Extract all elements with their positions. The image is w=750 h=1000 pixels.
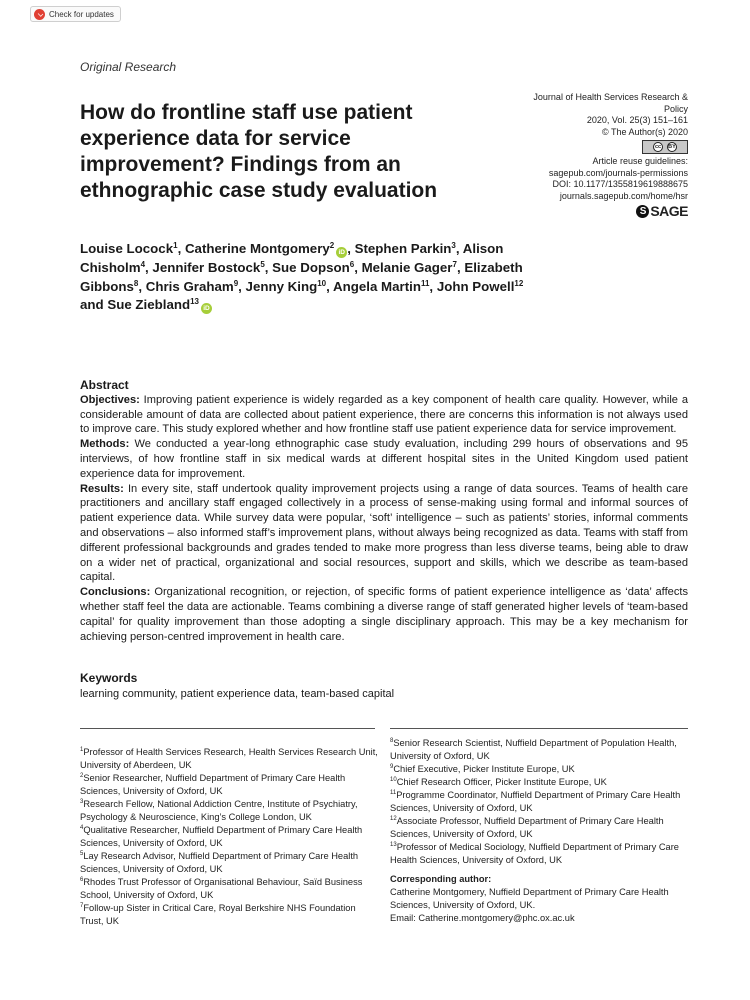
corresponding-author [390,873,690,925]
affiliation-text: Research Fellow, National Addiction Centre, Institute of Psychiatry, Psychology & Neuroscience, King’s College London, UK [80,799,358,822]
author-affiliation-number: 8 [133,278,139,288]
author-separator: , [429,278,437,294]
affiliation-number: 3 [80,799,84,805]
affiliation-text: Chief Executive, Picker Institute Europe, UK [393,764,575,774]
reuse-link[interactable]: sagepub.com/journals-permissions [548,167,688,178]
affiliation-text: Associate Professor, Nuffield Department of Primary Care Health Sciences, University of Oxford, UK [390,816,664,839]
author-affiliation-number: 6 [349,259,355,269]
keywords-text: learning community, patient experience data, team-based capital [80,688,395,700]
author-affiliation-number: 13 [190,297,199,307]
author-affiliation-number: 12 [514,278,524,288]
check-for-updates-badge[interactable] [30,6,121,22]
affiliation-text: Chief Research Officer, Picker Institute Europe, UK [396,777,607,787]
affiliations-right [390,737,690,867]
affiliation-number: 13 [390,842,397,848]
affiliation-item [80,772,380,798]
affiliation-item [390,737,690,763]
affiliation-item [390,776,690,789]
methods-label: Methods: [80,438,130,451]
affiliation-number: 7 [80,903,84,909]
author-name[interactable]: Chris Graham [145,278,234,294]
results-text: In every site, staff undertook quality improvement projects using a range of data sources. Teams of health care practitioners and ancillary staff engaged collectively in a process of sense-making using formal and informal sources of patient experience data. While survey data were popular, ‘soft’ intelligence – such as patients’ stories, informal comments and observations – also informed staff’s improvement plans, without always being recognized as data. Teams with staff from different professional backgrounds and grades tended to make more progress than less diverse teams, being able to draw on a wider net of practical, organizational and social resources, support and skills, which we describe as team-based capital. [80,482,689,584]
abstract-objectives [80,393,688,437]
affiliation-number: 11 [390,790,397,796]
objectives-label: Objectives: [80,393,140,406]
affiliation-text: Rhodes Trust Professor of Organisational Behaviour, Saïd Business School, University of Oxford, UK [80,877,363,900]
author-name[interactable]: Sue Ziebland [107,297,191,313]
affiliation-text: Senior Research Scientist, Nuffield Department of Population Health, University of Oxford, UK [390,738,677,761]
doi[interactable]: DOI: 10.1177/1355819619888675 [552,179,688,189]
affiliation-item [80,746,380,772]
author-name[interactable]: John Powell [436,278,515,294]
affiliation-text: Senior Researcher, Nuffield Department of Primary Care Health Sciences, University of Oxford, UK [80,773,346,796]
check-updates-icon [34,9,45,20]
abstract [80,378,688,644]
author-separator: and [80,297,108,313]
article-title: How do frontline staff use patient experience data for service improvement? Findings from an ethnographic case study evaluation [80,101,438,202]
author-affiliation-number: 11 [420,278,430,288]
affiliation-text: Programme Coordinator, Nuffield Department of Primary Care Health Sciences, University of Oxford, UK [390,790,681,813]
affiliation-item [80,850,380,876]
affiliation-text: Lay Research Advisor, Nuffield Department of Primary Care Health Sciences, University of Oxford, UK [80,851,359,874]
author-name[interactable]: Alison Chisholm [80,241,504,275]
sage-wordmark: SAGE [650,202,688,219]
sage-logo [518,202,688,219]
reuse-label: Article reuse guidelines: [592,156,688,166]
affiliation-item [80,824,380,850]
keywords [80,670,688,702]
corresponding-email[interactable]: Email: Catherine.montgomery@phc.ox.ac.uk [390,913,575,923]
journal-info [518,92,688,218]
author-affiliation-number: 4 [140,259,146,269]
corresponding-heading: Corresponding author: [390,874,492,884]
journal-copyright: © The Author(s) 2020 [601,126,688,137]
journal-home-link[interactable]: journals.sagepub.com/home/hsr [559,190,688,201]
affiliation-number: 10 [390,777,397,783]
cc-license-icon [642,140,688,154]
methods-text: We conducted a year-long ethnographic case study evaluation, including 299 hours of observations and 95 interviews, of how frontline staff in six medical wards at different hospital sites in the United Kingdom used patient experience data for improvement. [80,438,688,480]
author-separator: , [238,278,246,294]
affiliation-item [390,763,690,776]
author-affiliation-number: 3 [451,241,456,250]
affiliation-number: 4 [80,825,84,831]
author-affiliation-number: 10 [317,278,327,288]
author-name[interactable]: Angela Martin [333,278,421,294]
affiliation-number: 9 [390,764,394,770]
affiliation-item [80,876,380,902]
author-separator: , [145,259,153,275]
affiliation-item [390,789,690,815]
author-separator: , [456,259,465,275]
author-affiliation-number: 2 [329,241,335,250]
abstract-methods [80,437,688,481]
affiliation-number: 6 [80,877,84,883]
affiliation-item [80,902,380,928]
results-label: Results: [80,482,124,495]
section-label: Original Research [80,60,177,74]
sage-s-icon: S [636,205,649,218]
author-name[interactable]: Stephen Parkin [354,241,452,256]
orcid-icon[interactable]: iD [201,303,212,314]
author-separator: , [455,241,463,256]
abstract-heading: Abstract [80,378,129,392]
affiliation-number: 5 [80,851,84,857]
author-affiliation-number: 9 [233,278,239,288]
author-separator: , [138,278,146,294]
journal-name: Journal of Health Services Research & Policy [533,92,688,114]
author-name[interactable]: Jennifer Bostock [152,259,261,275]
author-name[interactable]: Sue Dopson [272,259,350,275]
author-separator: , [177,241,185,256]
keywords-heading: Keywords [80,671,138,685]
orcid-icon[interactable]: iD [336,247,347,258]
author-separator: , [326,278,334,294]
author-name[interactable]: Catherine Montgomery [184,241,330,256]
footnote-divider-left [80,728,375,729]
check-updates-label: Check for updates [49,9,114,19]
journal-volume: 2020, Vol. 25(3) 151–161 [586,115,688,125]
objectives-text: Improving patient experience is widely regarded as a key component of health care quality. However, while a considerable amount of data are collected about patient experience, there are concerns this information is not always used to improve care. This study explored whether and how frontline staff use patient experience data for service improvement. [80,393,688,436]
conclusions-text: Organizational recognition, or rejection, of specific forms of patient experience intelligence as ‘data’ affects whether staff feel the data are actionable. Teams combining a diverse range of staff generated higher levels of ‘team-based capital’ for quality improvement than those adopting a single disciplinary approach. This may be a key mechanism for achieving person-centred improvement in health care. [80,586,688,643]
author-separator: , [264,259,273,275]
affiliation-number: 2 [80,773,84,779]
affiliation-item [390,841,690,867]
author-name[interactable]: Melanie Gager [361,259,453,275]
affiliations-left [80,746,380,928]
author-affiliation-number: 7 [452,259,457,269]
affiliation-number: 1 [80,747,84,753]
affiliation-text: Follow-up Sister in Critical Care, Royal Berkshire NHS Foundation Trust, UK [80,903,356,926]
affiliation-text: Qualitative Researcher, Nuffield Department of Primary Care Health Sciences, University of Oxford, UK [80,825,363,848]
author-separator: , [347,241,355,256]
corresponding-name: Catherine Montgomery, Nuffield Department of Primary Care Health Sciences, University of Oxford, UK. [390,887,669,910]
affiliation-text: Professor of Health Services Research, Health Services Research Unit, University of Aberdeen, UK [80,747,378,770]
footnote-divider-right [390,728,688,729]
author-name[interactable]: Elizabeth Gibbons [80,259,523,294]
affiliation-item [390,815,690,841]
author-name[interactable]: Jenny King [245,278,318,294]
cc-by-label: BY [668,144,676,150]
abstract-conclusions [80,585,688,644]
author-affiliation-number: 5 [260,259,265,269]
author-name[interactable]: Louise Locock [80,241,174,256]
author-affiliation-number: 1 [173,241,178,250]
author-separator: , [354,259,362,275]
cc-label: cc [654,144,662,150]
affiliation-item [80,798,380,824]
author-list [80,240,530,315]
affiliation-number: 12 [390,816,397,822]
abstract-results [80,482,688,586]
conclusions-label: Conclusions: [80,586,151,599]
affiliation-number: 8 [390,738,394,744]
affiliation-text: Professor of Medical Sociology, Nuffield Department of Primary Care Health Sciences, University of Oxford, UK [390,842,679,865]
